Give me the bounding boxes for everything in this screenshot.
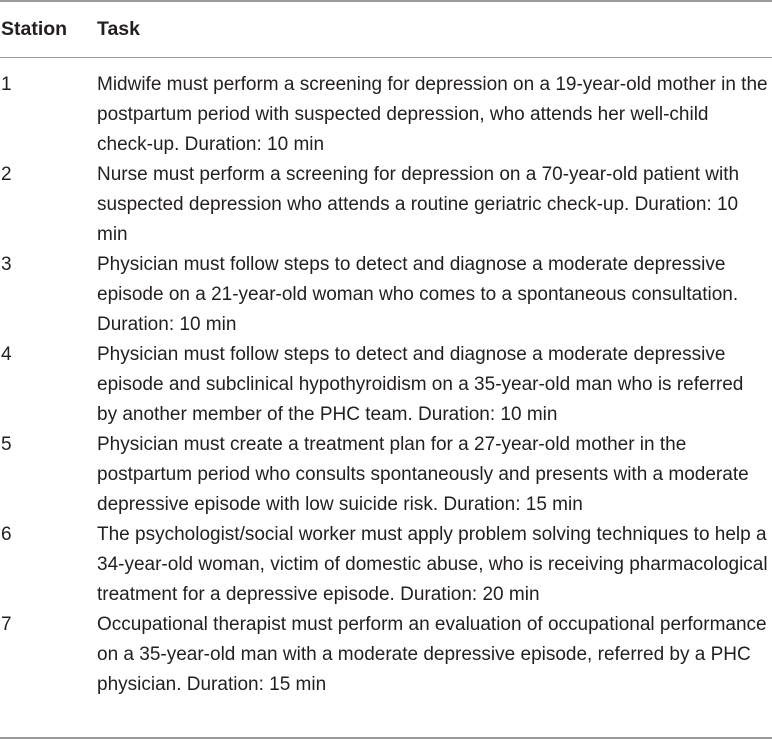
task-description: Occupational therapist must perform an evaluation of occupational performance on a 35-year-old man with a moderate depressive episode, referred by a PHC physician. Duration: 15 min xyxy=(97,614,767,695)
station-number: 5 xyxy=(1,434,12,455)
header-task: Task xyxy=(97,17,140,40)
station-number: 4 xyxy=(1,344,12,365)
station-number: 3 xyxy=(1,254,12,275)
table-row xyxy=(0,58,772,160)
task-description: Nurse must perform a screening for depression on a 70-year-old patient with suspected depression who attends a routine geriatric check-up. Duration: 10 min xyxy=(97,164,740,245)
table-row xyxy=(0,430,772,520)
table-bottom-rule xyxy=(0,737,772,739)
task-description: The psychologist/social worker must apply problem solving techniques to help a 34-year-old woman, victim of domestic abuse, who is receiving pharmacological treatment for a depressive episode. Duration: 20 min xyxy=(97,524,768,605)
task-description: Physician must follow steps to detect and diagnose a moderate depressive episode and subclinical hypothyroidism on a 35-year-old man who is referred by another member of the PHC team. Duration: 10 min xyxy=(97,344,744,425)
station-number: 7 xyxy=(1,614,12,635)
header-station: Station xyxy=(1,17,68,40)
table-row xyxy=(0,250,772,340)
task-description: Midwife must perform a screening for depression on a 19-year-old mother in the postpartum period with suspected depression, who attends her well-child check-up. Duration: 10 min xyxy=(97,74,768,155)
table-row xyxy=(0,520,772,610)
task-description: Physician must follow steps to detect and diagnose a moderate depressive episode on a 21-year-old woman who comes to a spontaneous consultation. Duration: 10 min xyxy=(97,254,739,335)
table-body xyxy=(0,58,772,700)
station-number: 6 xyxy=(1,524,12,545)
table-row xyxy=(0,160,772,250)
table-row xyxy=(0,610,772,700)
table-top-rule xyxy=(0,0,772,2)
table-header xyxy=(0,0,772,58)
header-row xyxy=(0,0,772,58)
station-number: 2 xyxy=(1,164,12,185)
table-row xyxy=(0,340,772,430)
station-number: 1 xyxy=(1,74,12,95)
task-description: Physician must create a treatment plan for a 27-year-old mother in the postpartum period who consults spontaneously and presents with a moderate depressive episode with low suicide risk. Duration: 15 min xyxy=(97,434,749,515)
table-header-rule xyxy=(0,57,772,58)
